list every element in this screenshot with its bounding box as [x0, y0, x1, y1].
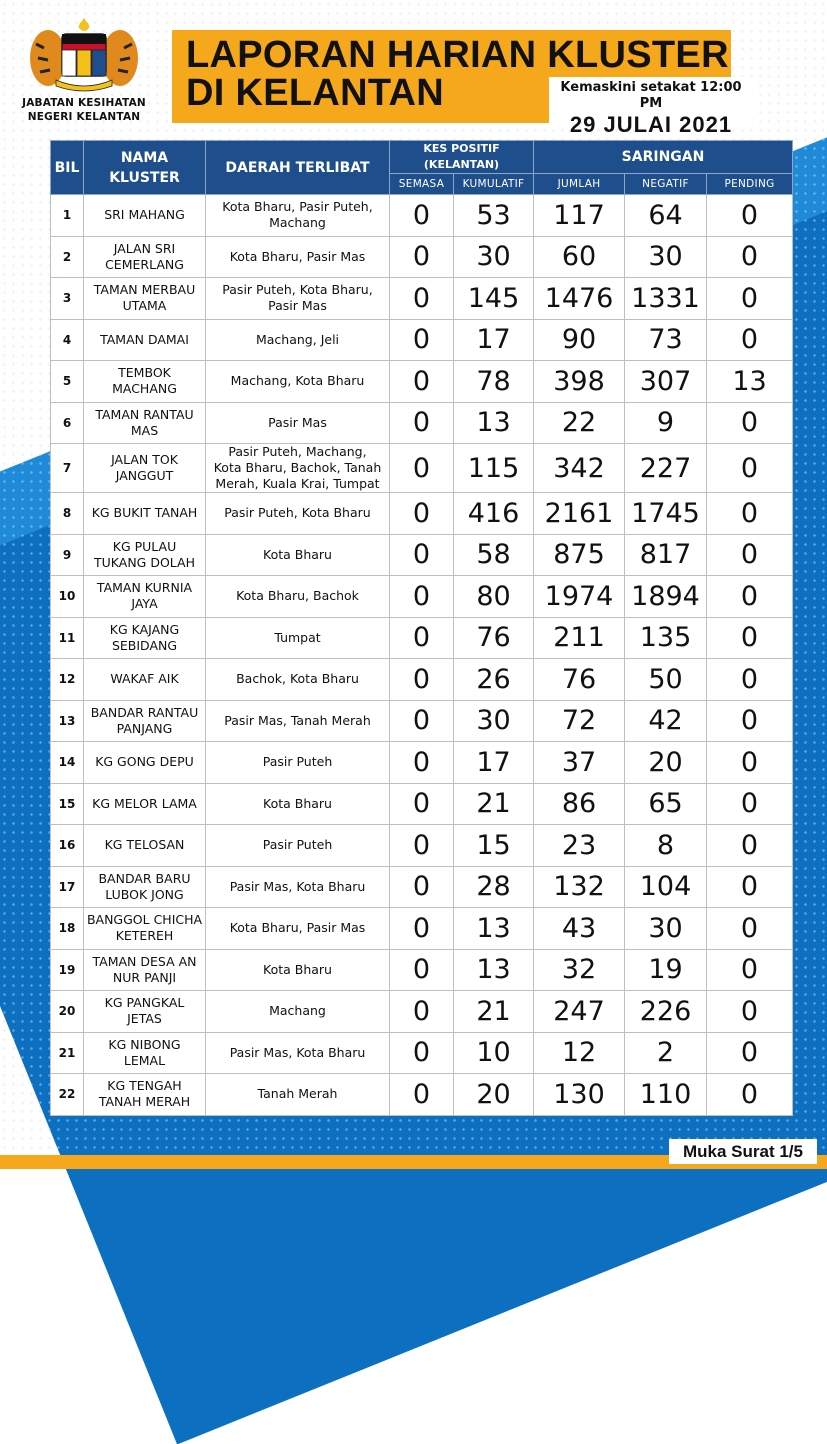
cell-cluster-name-line: UTAMA — [122, 298, 167, 314]
table-row — [51, 825, 793, 867]
header-nama-kluster — [84, 141, 206, 195]
cell-district — [206, 866, 390, 908]
cell-district-line: Pasir Mas, Tanah Merah — [224, 712, 371, 728]
department-name-line2: NEGERI KELANTAN — [27, 111, 141, 123]
table-row — [51, 236, 793, 278]
cell-cluster-name-line: TAMAN MERBAU — [93, 282, 196, 298]
cell-district — [206, 991, 390, 1033]
update-date: 29 JULAI 2021 — [569, 112, 733, 137]
table-row — [51, 617, 793, 659]
cell-cluster-name — [84, 659, 206, 701]
cell-negatif: 1745 — [625, 493, 707, 535]
cluster-table-body — [51, 195, 793, 1116]
table-row — [51, 444, 793, 493]
title-line1: LAPORAN HARIAN KLUSTER — [186, 34, 729, 76]
cell-cluster-name — [84, 908, 206, 950]
cell-district-line: Merah, Kuala Krai, Tumpat — [215, 476, 380, 491]
header-nama-line1: NAMA — [120, 149, 169, 166]
cell-cluster-name-line: LEMAL — [123, 1052, 166, 1068]
cell-bil: 11 — [51, 617, 84, 659]
cell-negatif: 110 — [625, 1074, 707, 1116]
cell-cluster-name — [84, 444, 206, 493]
cell-cluster-name-line: KG PULAU — [112, 538, 177, 554]
cell-kumulatif: 26 — [454, 659, 534, 701]
cell-bil: 20 — [51, 991, 84, 1033]
cell-pending: 0 — [707, 991, 793, 1033]
cell-jumlah: 247 — [534, 991, 625, 1033]
cell-district-line: Pasir Puteh — [262, 837, 333, 853]
cell-negatif: 64 — [625, 195, 707, 237]
cell-negatif: 42 — [625, 700, 707, 742]
cell-kumulatif: 115 — [454, 444, 534, 493]
cell-district-line: Kota Bharu, Pasir Mas — [229, 248, 366, 264]
cell-semasa: 0 — [390, 825, 454, 867]
cell-bil: 6 — [51, 402, 84, 444]
header-daerah: DAERAH TERLIBAT — [206, 141, 390, 195]
cell-cluster-name-line: KG BUKIT TANAH — [91, 505, 198, 521]
update-label: Kemaskini setakat 12:00 PM — [560, 80, 742, 111]
table-row — [51, 1074, 793, 1116]
cell-negatif: 226 — [625, 991, 707, 1033]
cell-district-line: Kota Bharu — [263, 795, 332, 811]
cell-cluster-name-line: JALAN SRI — [113, 240, 176, 256]
cell-cluster-name — [84, 319, 206, 361]
cell-negatif: 2 — [625, 1032, 707, 1074]
cell-jumlah: 86 — [534, 783, 625, 825]
cell-kumulatif: 17 — [454, 319, 534, 361]
cell-jumlah: 12 — [534, 1032, 625, 1074]
department-name-line1: JABATAN KESIHATAN — [22, 97, 146, 109]
cell-negatif: 65 — [625, 783, 707, 825]
cell-jumlah: 1476 — [534, 278, 625, 320]
cell-pending: 0 — [707, 1032, 793, 1074]
cell-cluster-name — [84, 949, 206, 991]
cell-district-line: Machang, Kota Bharu — [230, 373, 365, 389]
cell-kumulatif: 28 — [454, 866, 534, 908]
cell-district-line: Kota Bharu, Pasir Mas — [229, 920, 366, 936]
cell-district-line: Kota Bharu, Pasir Puteh, — [222, 199, 373, 215]
cell-bil: 3 — [51, 278, 84, 320]
cell-pending: 0 — [707, 949, 793, 991]
cell-cluster-name — [84, 825, 206, 867]
coat-of-arms-icon — [26, 14, 142, 92]
table-row — [51, 534, 793, 576]
header-negatif: NEGATIF — [625, 174, 707, 195]
cluster-table-wrapper — [50, 140, 792, 1116]
cell-district — [206, 195, 390, 237]
cell-jumlah: 90 — [534, 319, 625, 361]
cell-jumlah: 22 — [534, 402, 625, 444]
cell-jumlah: 875 — [534, 534, 625, 576]
cell-kumulatif: 80 — [454, 576, 534, 618]
header-saringan: SARINGAN — [534, 141, 793, 174]
cell-semasa: 0 — [390, 949, 454, 991]
header-semasa: SEMASA — [390, 174, 454, 195]
cell-cluster-name-line: SRI MAHANG — [104, 207, 185, 223]
cell-cluster-name-line: TEMBOK — [118, 365, 171, 381]
cell-cluster-name-line: WAKAF AIK — [110, 671, 179, 687]
cell-district — [206, 1074, 390, 1116]
cell-kumulatif: 76 — [454, 617, 534, 659]
table-row — [51, 742, 793, 784]
cell-semasa: 0 — [390, 1032, 454, 1074]
cell-district — [206, 825, 390, 867]
cell-negatif: 19 — [625, 949, 707, 991]
table-row — [51, 493, 793, 535]
cell-bil: 7 — [51, 444, 84, 493]
table-row — [51, 319, 793, 361]
cell-negatif: 20 — [625, 742, 707, 784]
cell-cluster-name-line: TAMAN DAMAI — [100, 331, 189, 347]
cell-jumlah: 132 — [534, 866, 625, 908]
cell-district-line: Pasir Mas, Kota Bharu — [229, 878, 366, 894]
cell-jumlah: 398 — [534, 361, 625, 403]
cell-bil: 22 — [51, 1074, 84, 1116]
cell-pending: 0 — [707, 866, 793, 908]
cell-district — [206, 1032, 390, 1074]
cell-negatif: 73 — [625, 319, 707, 361]
cell-district-line: Pasir Puteh, Kota Bharu, — [222, 282, 373, 298]
table-row — [51, 659, 793, 701]
cell-kumulatif: 30 — [454, 236, 534, 278]
cell-cluster-name-line: NUR PANJI — [112, 969, 177, 985]
cell-district-line: Tanah Merah — [257, 1086, 338, 1102]
cell-kumulatif: 20 — [454, 1074, 534, 1116]
cell-cluster-name — [84, 742, 206, 784]
cell-jumlah: 1974 — [534, 576, 625, 618]
cell-negatif: 104 — [625, 866, 707, 908]
cell-cluster-name — [84, 991, 206, 1033]
cell-district — [206, 534, 390, 576]
cell-kumulatif: 10 — [454, 1032, 534, 1074]
cell-bil: 8 — [51, 493, 84, 535]
cell-semasa: 0 — [390, 319, 454, 361]
cell-cluster-name-line: TAMAN KURNIA — [96, 580, 193, 596]
table-row — [51, 1032, 793, 1074]
cell-kumulatif: 21 — [454, 991, 534, 1033]
update-box — [549, 77, 753, 137]
cell-jumlah: 76 — [534, 659, 625, 701]
table-row — [51, 278, 793, 320]
cell-pending: 0 — [707, 908, 793, 950]
cell-bil: 21 — [51, 1032, 84, 1074]
cell-jumlah: 43 — [534, 908, 625, 950]
cell-negatif: 50 — [625, 659, 707, 701]
header-kes-line2: (KELANTAN) — [423, 158, 500, 171]
cell-pending: 0 — [707, 617, 793, 659]
cell-jumlah: 2161 — [534, 493, 625, 535]
cell-negatif: 8 — [625, 825, 707, 867]
cell-kumulatif: 30 — [454, 700, 534, 742]
cell-pending: 0 — [707, 493, 793, 535]
cell-cluster-name-line: JETAS — [127, 1011, 162, 1027]
cell-district-line: Pasir Mas, Kota Bharu — [229, 1044, 366, 1060]
cell-negatif: 817 — [625, 534, 707, 576]
cell-pending: 0 — [707, 700, 793, 742]
table-row — [51, 576, 793, 618]
cell-pending: 0 — [707, 195, 793, 237]
cell-jumlah: 117 — [534, 195, 625, 237]
cell-cluster-name-line: KG PANGKAL — [104, 995, 185, 1011]
cell-district — [206, 617, 390, 659]
cell-kumulatif: 17 — [454, 742, 534, 784]
cell-district-line: Pasir Mas — [268, 414, 327, 430]
cell-district — [206, 783, 390, 825]
cell-cluster-name-line: MAS — [130, 422, 159, 438]
cell-pending: 0 — [707, 659, 793, 701]
header-pending: PENDING — [707, 174, 793, 195]
table-row — [51, 866, 793, 908]
cell-semasa: 0 — [390, 866, 454, 908]
cell-jumlah: 211 — [534, 617, 625, 659]
cell-cluster-name — [84, 361, 206, 403]
cell-district-line: Pasir Puteh, Kota Bharu — [224, 505, 371, 521]
cell-district-line: Pasir Mas — [268, 298, 327, 314]
cell-cluster-name-line: KG MELOR LAMA — [92, 795, 197, 811]
cell-semasa: 0 — [390, 361, 454, 403]
table-row — [51, 949, 793, 991]
cell-cluster-name-line: TUKANG DOLAH — [94, 554, 195, 570]
cell-pending: 0 — [707, 825, 793, 867]
cell-jumlah: 60 — [534, 236, 625, 278]
cell-bil: 2 — [51, 236, 84, 278]
cell-semasa: 0 — [390, 783, 454, 825]
cell-cluster-name-line: LUBOK JONG — [105, 886, 184, 902]
cell-district-line: Tumpat — [274, 629, 321, 645]
cell-jumlah: 32 — [534, 949, 625, 991]
cell-cluster-name-line: CEMERLANG — [105, 256, 184, 272]
cell-pending: 0 — [707, 534, 793, 576]
cell-district-line: Kota Bharu — [263, 961, 332, 977]
cell-semasa: 0 — [390, 742, 454, 784]
cell-bil: 18 — [51, 908, 84, 950]
cell-semasa: 0 — [390, 659, 454, 701]
cell-cluster-name-line: BANDAR BARU — [98, 870, 191, 886]
cell-cluster-name-line: TAMAN DESA AN — [92, 953, 197, 969]
cell-cluster-name — [84, 1032, 206, 1074]
cell-district-line: Kota Bharu, Bachok, Tanah — [213, 460, 382, 475]
cell-negatif: 1331 — [625, 278, 707, 320]
cell-cluster-name-line: KG TELOSAN — [104, 837, 185, 853]
cell-district — [206, 319, 390, 361]
logo-block — [14, 14, 154, 124]
cell-cluster-name-line: BANDAR RANTAU — [90, 704, 199, 720]
header-nama-line2: KLUSTER — [109, 169, 180, 186]
title-line2: DI KELANTAN — [186, 72, 445, 114]
cell-cluster-name — [84, 576, 206, 618]
cell-bil: 12 — [51, 659, 84, 701]
cell-bil: 16 — [51, 825, 84, 867]
cell-cluster-name — [84, 278, 206, 320]
cell-bil: 9 — [51, 534, 84, 576]
cell-kumulatif: 78 — [454, 361, 534, 403]
cell-district — [206, 444, 390, 493]
cell-bil: 10 — [51, 576, 84, 618]
cell-semasa: 0 — [390, 908, 454, 950]
cell-bil: 17 — [51, 866, 84, 908]
cell-cluster-name-line: SEBIDANG — [111, 637, 178, 653]
cell-district — [206, 700, 390, 742]
cell-cluster-name — [84, 236, 206, 278]
cell-pending: 0 — [707, 1074, 793, 1116]
cell-negatif: 135 — [625, 617, 707, 659]
cell-cluster-name — [84, 783, 206, 825]
table-row — [51, 700, 793, 742]
header-bil: BIL — [51, 141, 84, 195]
cell-negatif: 1894 — [625, 576, 707, 618]
cell-jumlah: 130 — [534, 1074, 625, 1116]
cell-cluster-name-line: TANAH MERAH — [98, 1094, 191, 1110]
header-kumulatif: KUMULATIF — [454, 174, 534, 195]
cell-bil: 19 — [51, 949, 84, 991]
header-jumlah: JUMLAH — [534, 174, 625, 195]
cell-negatif: 30 — [625, 236, 707, 278]
cell-district — [206, 236, 390, 278]
cell-district — [206, 402, 390, 444]
cell-negatif: 30 — [625, 908, 707, 950]
cell-semasa: 0 — [390, 444, 454, 493]
cell-kumulatif: 15 — [454, 825, 534, 867]
cell-cluster-name — [84, 617, 206, 659]
cell-semasa: 0 — [390, 278, 454, 320]
cell-district — [206, 278, 390, 320]
cell-jumlah: 342 — [534, 444, 625, 493]
cell-semasa: 0 — [390, 195, 454, 237]
cell-cluster-name — [84, 700, 206, 742]
cell-pending: 0 — [707, 402, 793, 444]
cell-bil: 14 — [51, 742, 84, 784]
page-number: Muka Surat 1/5 — [669, 1139, 817, 1164]
cell-cluster-name-line: KETEREH — [115, 928, 174, 944]
cell-district-line: Bachok, Kota Bharu — [236, 671, 359, 687]
cell-cluster-name-line: JALAN TOK — [111, 452, 178, 467]
cell-kumulatif: 13 — [454, 402, 534, 444]
cell-semasa: 0 — [390, 402, 454, 444]
cell-pending: 0 — [707, 742, 793, 784]
cell-pending: 13 — [707, 361, 793, 403]
cell-bil: 4 — [51, 319, 84, 361]
table-row — [51, 361, 793, 403]
cell-cluster-name-line: TAMAN RANTAU — [95, 406, 194, 422]
table-row — [51, 195, 793, 237]
cell-district-line: Pasir Puteh — [262, 754, 333, 770]
cell-jumlah: 72 — [534, 700, 625, 742]
cell-bil: 13 — [51, 700, 84, 742]
table-row — [51, 908, 793, 950]
cell-cluster-name — [84, 866, 206, 908]
cell-negatif: 9 — [625, 402, 707, 444]
cell-negatif: 227 — [625, 444, 707, 493]
cell-district-line: Kota Bharu — [263, 546, 332, 562]
cell-pending: 0 — [707, 783, 793, 825]
cell-semasa: 0 — [390, 493, 454, 535]
cell-pending: 0 — [707, 444, 793, 493]
cell-jumlah: 37 — [534, 742, 625, 784]
cell-cluster-name — [84, 493, 206, 535]
cell-semasa: 0 — [390, 617, 454, 659]
cell-district — [206, 908, 390, 950]
cell-district — [206, 576, 390, 618]
header-kes-positif — [390, 141, 534, 174]
cell-semasa: 0 — [390, 534, 454, 576]
cell-kumulatif: 416 — [454, 493, 534, 535]
cell-bil: 15 — [51, 783, 84, 825]
cell-district — [206, 361, 390, 403]
cell-semasa: 0 — [390, 700, 454, 742]
cell-district — [206, 742, 390, 784]
cell-semasa: 0 — [390, 1074, 454, 1116]
cell-bil: 5 — [51, 361, 84, 403]
cell-district-line: Machang — [269, 1003, 326, 1019]
cell-pending: 0 — [707, 278, 793, 320]
cell-district — [206, 493, 390, 535]
cell-cluster-name — [84, 534, 206, 576]
cell-semasa: 0 — [390, 576, 454, 618]
cell-district — [206, 659, 390, 701]
cell-kumulatif: 53 — [454, 195, 534, 237]
cell-cluster-name-line: BANGGOL CHICHA — [86, 912, 203, 928]
cell-kumulatif: 145 — [454, 278, 534, 320]
cell-cluster-name — [84, 1074, 206, 1116]
cell-district — [206, 949, 390, 991]
cell-kumulatif: 21 — [454, 783, 534, 825]
cell-cluster-name-line: JANGGUT — [115, 468, 174, 483]
cell-cluster-name-line: KG GONG DEPU — [95, 754, 194, 770]
cell-negatif: 307 — [625, 361, 707, 403]
cell-cluster-name-line: MACHANG — [112, 381, 177, 397]
cell-district-line: Kota Bharu, Bachok — [236, 588, 359, 604]
cell-district-line: Machang — [269, 215, 326, 231]
table-row — [51, 402, 793, 444]
cell-cluster-name — [84, 402, 206, 444]
cluster-table — [50, 140, 793, 1116]
cell-cluster-name-line: JAYA — [131, 596, 158, 612]
cell-cluster-name-line: KG TENGAH — [107, 1078, 182, 1094]
cell-pending: 0 — [707, 576, 793, 618]
cell-district-line: Machang, Jeli — [255, 331, 340, 347]
cell-cluster-name — [84, 195, 206, 237]
cell-pending: 0 — [707, 236, 793, 278]
cell-kumulatif: 13 — [454, 949, 534, 991]
cell-kumulatif: 13 — [454, 908, 534, 950]
cell-jumlah: 23 — [534, 825, 625, 867]
header-kes-line1: KES POSITIF — [423, 142, 500, 155]
table-row — [51, 783, 793, 825]
cell-cluster-name-line: KG NIBONG — [108, 1036, 181, 1052]
cell-semasa: 0 — [390, 991, 454, 1033]
cell-cluster-name-line: KG KAJANG — [109, 621, 180, 637]
cell-bil: 1 — [51, 195, 84, 237]
cell-semasa: 0 — [390, 236, 454, 278]
cell-cluster-name-line: PANJANG — [116, 720, 173, 736]
table-row — [51, 991, 793, 1033]
cell-pending: 0 — [707, 319, 793, 361]
cell-kumulatif: 58 — [454, 534, 534, 576]
cell-district-line: Pasir Puteh, Machang, — [228, 444, 367, 459]
